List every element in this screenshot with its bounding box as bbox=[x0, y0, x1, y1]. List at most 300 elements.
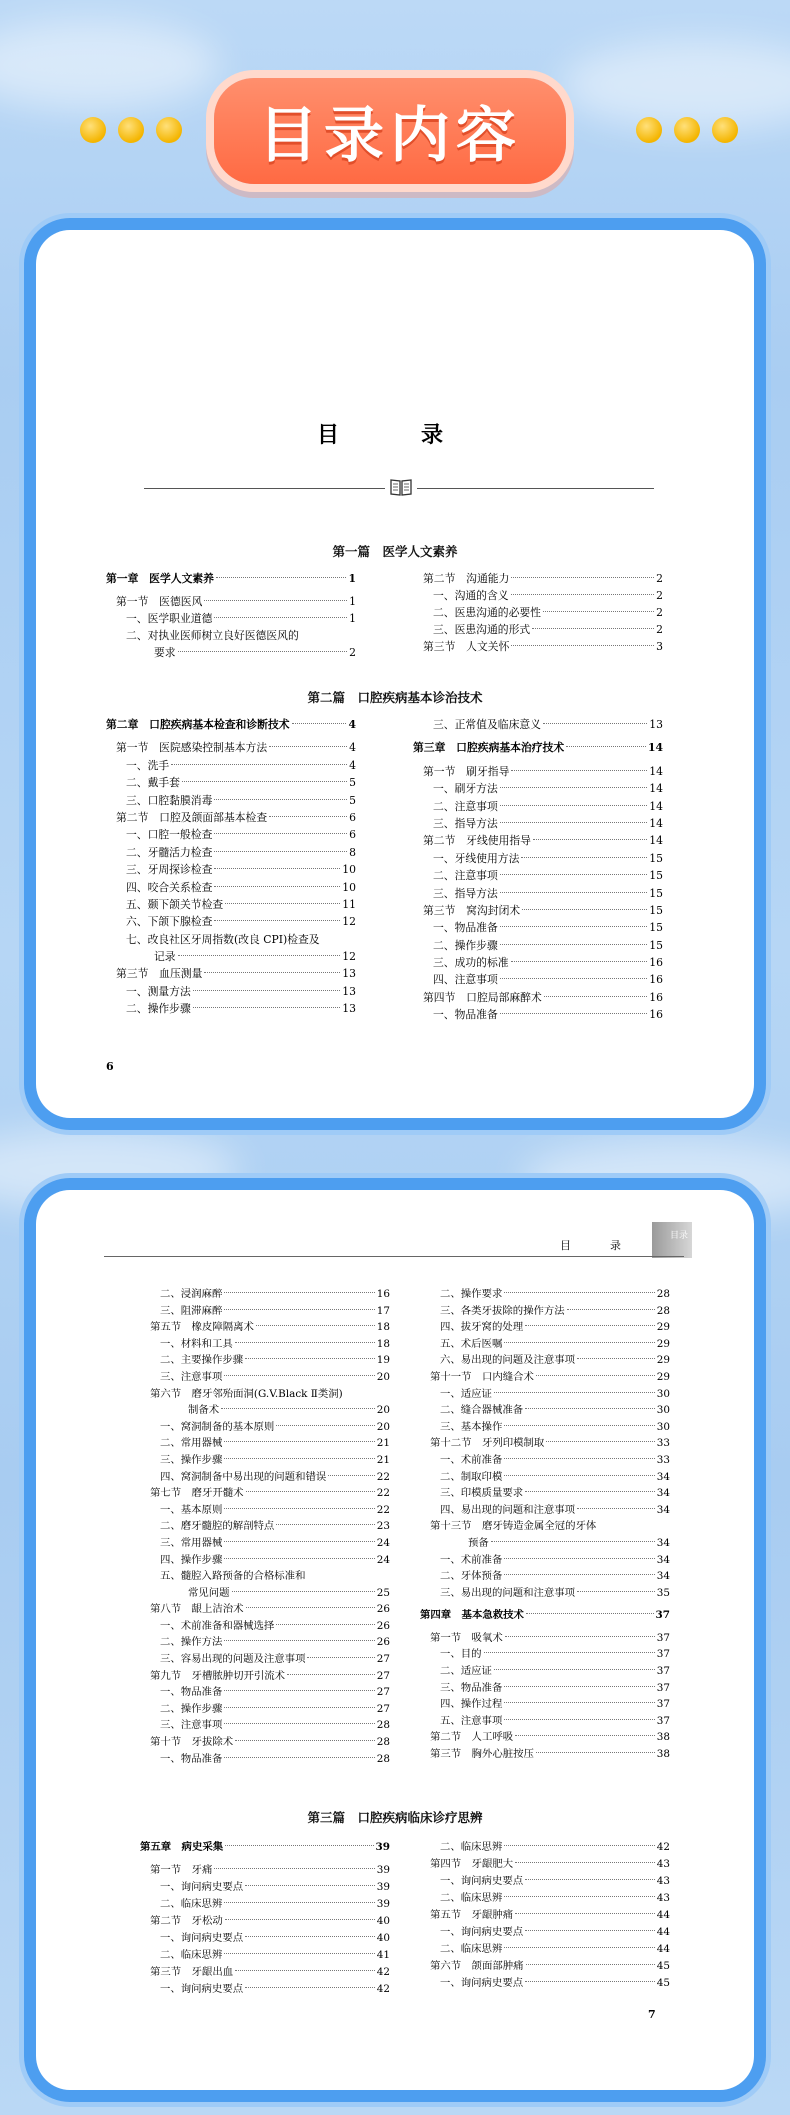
toc-entry bbox=[140, 1667, 390, 1684]
dot-leader bbox=[525, 1491, 655, 1492]
toc-entry-title: 二、注意事项 bbox=[433, 799, 498, 813]
toc-entry-title: 一、物品准备 bbox=[160, 1686, 223, 1699]
dot-leader bbox=[566, 746, 646, 747]
toc-entry-title: 一、术前准备和器械选择 bbox=[160, 1619, 275, 1632]
toc-entry bbox=[420, 1567, 670, 1584]
toc-page-number: 15 bbox=[649, 921, 663, 935]
dot-leader bbox=[500, 978, 647, 979]
dot-leader bbox=[525, 1879, 655, 1880]
toc-entry-title: 二、适应证 bbox=[440, 1665, 492, 1678]
toc-entry bbox=[420, 1745, 670, 1762]
toc-entry-title: 二、牙体预备 bbox=[440, 1570, 503, 1583]
left-dots-decoration bbox=[80, 117, 182, 143]
toc-page-number: 14 bbox=[649, 799, 663, 813]
toc-entry bbox=[413, 780, 663, 797]
toc-page-number: 15 bbox=[649, 886, 663, 900]
dot-leader bbox=[515, 1862, 655, 1863]
toc-entry-title: 四、操作过程 bbox=[440, 1698, 503, 1711]
toc-page-number: 14 bbox=[647, 741, 663, 755]
toc-column-left bbox=[106, 716, 356, 1018]
dot-leader bbox=[504, 1719, 654, 1720]
dot-leader bbox=[235, 1740, 375, 1741]
toc-page-number: 22 bbox=[376, 1503, 390, 1516]
dot-leader bbox=[287, 1674, 375, 1675]
toc-entry bbox=[106, 931, 356, 948]
toc-entry-title: 三、正常值及临床意义 bbox=[433, 718, 541, 731]
toc-entry bbox=[140, 1716, 390, 1733]
dot-leader bbox=[504, 1425, 654, 1426]
toc-heading: 目 录 bbox=[316, 422, 473, 448]
toc-entry-title: 一、目的 bbox=[440, 1648, 482, 1661]
toc-page-number: 38 bbox=[656, 1731, 670, 1744]
toc-page-number: 37 bbox=[656, 1648, 670, 1661]
toc-page-number: 13 bbox=[342, 984, 356, 998]
dot-leader bbox=[224, 1953, 374, 1954]
toc-entry bbox=[420, 1302, 670, 1319]
dot-leader bbox=[214, 868, 340, 869]
right-dots-decoration bbox=[636, 117, 738, 143]
toc-page-number: 27 bbox=[376, 1669, 390, 1682]
dot-leader bbox=[543, 611, 654, 612]
toc-entry bbox=[413, 621, 663, 638]
toc-page-number: 21 bbox=[376, 1437, 390, 1450]
toc-page-number: 39 bbox=[375, 1841, 390, 1853]
toc-page-number: 12 bbox=[342, 915, 356, 929]
toc-page-number: 2 bbox=[656, 606, 663, 619]
toc-entry bbox=[106, 757, 356, 774]
dot-leader bbox=[521, 857, 647, 858]
toc-page-number: 1 bbox=[349, 612, 356, 625]
toc-page-number: 24 bbox=[376, 1553, 390, 1566]
toc-entry bbox=[106, 879, 356, 896]
dot-leader bbox=[577, 1508, 655, 1509]
toc-page-number: 29 bbox=[656, 1354, 670, 1367]
toc-page-number: 42 bbox=[376, 1983, 390, 1995]
toc-entry bbox=[420, 1517, 670, 1534]
toc-entry-title: 一、询问病史要点 bbox=[440, 1926, 524, 1938]
dot-leader bbox=[500, 892, 647, 893]
toc-page-number: 13 bbox=[342, 967, 356, 981]
dot-leader bbox=[505, 1636, 655, 1637]
toc-page-number: 4 bbox=[348, 718, 356, 731]
dot-leader bbox=[246, 1491, 375, 1492]
toc-entry bbox=[140, 1318, 390, 1335]
toc-entry bbox=[140, 1517, 390, 1534]
toc-page-number: 33 bbox=[656, 1453, 670, 1466]
toc-entry-title: 四、易出现的问题和注意事项 bbox=[440, 1503, 576, 1516]
toc-page-number: 40 bbox=[376, 1932, 390, 1944]
toc-entry bbox=[420, 1434, 670, 1451]
toc-entry bbox=[140, 1750, 390, 1767]
toc-entry-title: 二、浸润麻醉 bbox=[160, 1288, 223, 1300]
toc-page-number: 40 bbox=[376, 1915, 390, 1927]
toc-page-number: 2 bbox=[656, 589, 663, 602]
toc-page-number: 34 bbox=[656, 1536, 670, 1549]
dot-leader bbox=[491, 1541, 655, 1542]
toc-entry-title: 三、印模质量要求 bbox=[440, 1487, 524, 1500]
dot-leader bbox=[504, 1458, 654, 1459]
toc-entry bbox=[413, 815, 663, 832]
toc-page-number: 29 bbox=[656, 1370, 670, 1383]
toc-entry-title: 三、各类牙拔除的操作方法 bbox=[440, 1304, 565, 1317]
toc-page-number: 2 bbox=[656, 572, 663, 585]
toc-entry bbox=[106, 792, 356, 809]
toc-page-number: 14 bbox=[649, 764, 663, 778]
toc-entry bbox=[413, 716, 663, 733]
toc-page-number: 42 bbox=[656, 1841, 670, 1853]
toc-entry-title: 第七节 磨牙开髓术 bbox=[150, 1487, 244, 1500]
dot-leader bbox=[221, 1408, 375, 1409]
toc-entry-title: 一、洗手 bbox=[126, 758, 170, 772]
toc-page-number: 34 bbox=[656, 1503, 670, 1516]
toc-entry bbox=[420, 1318, 670, 1335]
toc-entry bbox=[106, 610, 356, 627]
dot-leader bbox=[504, 1686, 654, 1687]
toc-page-number: 10 bbox=[342, 863, 356, 877]
dot-leader bbox=[224, 1508, 374, 1509]
dot-leader bbox=[504, 1558, 654, 1559]
toc-entry bbox=[140, 1451, 390, 1468]
toc-entry bbox=[106, 844, 356, 861]
toc-page-number: 34 bbox=[656, 1487, 670, 1500]
toc-entry bbox=[420, 1662, 670, 1679]
toc-page-number: 29 bbox=[656, 1337, 670, 1350]
dot-leader bbox=[245, 1358, 375, 1359]
toc-page-number: 8 bbox=[349, 845, 356, 859]
part-heading: 第二篇 口腔疾病基本诊治技术 bbox=[307, 690, 483, 705]
toc-page-number: 26 bbox=[376, 1636, 390, 1649]
toc-column-right bbox=[420, 1285, 670, 1762]
toc-column-right bbox=[420, 1838, 670, 1991]
toc-entry-title: 第三节 牙龈出血 bbox=[150, 1966, 234, 1978]
toc-entry bbox=[420, 1923, 670, 1940]
toc-entry-title: 一、牙线使用方法 bbox=[433, 851, 520, 865]
toc-page-number: 43 bbox=[656, 1858, 670, 1870]
toc-entry bbox=[106, 965, 356, 982]
toc-entry bbox=[413, 570, 663, 587]
toc-entry bbox=[140, 1567, 390, 1584]
toc-chapter-entry bbox=[140, 1838, 390, 1855]
toc-page-number: 5 bbox=[349, 776, 356, 790]
toc-page-number: 24 bbox=[376, 1536, 390, 1549]
toc-entry-title: 第五节 牙龈肿痛 bbox=[430, 1909, 514, 1921]
toc-entry bbox=[413, 971, 663, 988]
toc-entry-title: 二、磨牙髓腔的解剖特点 bbox=[160, 1520, 275, 1533]
running-title: 目 录 bbox=[560, 1239, 635, 1252]
toc-entry-title: 四、操作步骤 bbox=[160, 1553, 223, 1566]
toc-entry bbox=[140, 1551, 390, 1568]
toc-page-number: 37 bbox=[656, 1714, 670, 1727]
dot-leader bbox=[525, 1981, 655, 1982]
toc-page-number: 41 bbox=[376, 1949, 390, 1961]
running-head-rule bbox=[104, 1256, 684, 1257]
toc-entry-title: 第三章 口腔疾病基本治疗技术 bbox=[413, 741, 565, 755]
page-header bbox=[0, 0, 790, 215]
toc-page-number: 20 bbox=[376, 1370, 390, 1383]
toc-entry-title: 二、常用器械 bbox=[160, 1437, 223, 1450]
toc-entry bbox=[140, 1434, 390, 1451]
toc-entry-title: 第三节 窝沟封闭术 bbox=[423, 903, 521, 917]
toc-entry-title: 一、口腔一般检查 bbox=[126, 828, 213, 842]
dot-leader bbox=[182, 781, 347, 782]
toc-entry bbox=[106, 826, 356, 843]
dot-icon bbox=[118, 117, 144, 143]
dot-leader bbox=[178, 955, 341, 956]
toc-entry-title: 第四节 口腔局部麻醉术 bbox=[423, 990, 542, 1004]
toc-entry-title: 第一章 医学人文素养 bbox=[106, 572, 214, 585]
toc-entry bbox=[140, 1733, 390, 1750]
toc-entry bbox=[420, 1889, 670, 1906]
dot-leader bbox=[292, 723, 347, 724]
toc-page-number: 18 bbox=[376, 1337, 390, 1350]
toc-page-number: 37 bbox=[656, 1665, 670, 1678]
part-heading: 第三篇 口腔疾病临床诊疗思辨 bbox=[307, 1810, 483, 1825]
toc-page-number: 16 bbox=[649, 1008, 663, 1022]
toc-entry-title: 一、术前准备 bbox=[440, 1453, 503, 1466]
toc-page-number: 37 bbox=[656, 1681, 670, 1694]
toc-entry bbox=[106, 739, 356, 756]
page-number: 7 bbox=[648, 2008, 656, 2021]
toc-entry-title: 第二节 沟通能力 bbox=[423, 572, 510, 585]
dot-leader bbox=[224, 1292, 374, 1293]
toc-entry bbox=[420, 1629, 670, 1646]
dot-leader bbox=[224, 1541, 374, 1542]
toc-page-number: 27 bbox=[376, 1653, 390, 1666]
dot-leader bbox=[224, 1757, 374, 1758]
toc-entry-title: 六、下颌下腺检查 bbox=[126, 915, 213, 929]
dot-leader bbox=[511, 594, 655, 595]
toc-entry-title: 第四章 基本急救技术 bbox=[420, 1609, 524, 1622]
toc-entry-title: 二、医患沟通的必要性 bbox=[433, 606, 541, 619]
toc-page-number: 15 bbox=[649, 903, 663, 917]
dot-leader bbox=[543, 723, 647, 724]
dot-leader bbox=[224, 1902, 374, 1903]
toc-page-number: 15 bbox=[649, 938, 663, 952]
toc-entry-title: 五、术后医嘱 bbox=[440, 1337, 503, 1350]
dot-leader bbox=[224, 1640, 374, 1641]
toc-page-number: 27 bbox=[376, 1686, 390, 1699]
toc-entry bbox=[140, 1600, 390, 1617]
dot-leader bbox=[532, 628, 654, 629]
dot-leader bbox=[504, 1947, 654, 1948]
toc-page-number: 34 bbox=[656, 1470, 670, 1483]
dot-icon bbox=[674, 117, 700, 143]
toc-entry-title: 三、口腔黏膜消毒 bbox=[126, 793, 213, 807]
toc-entry-title: 一、医学职业道德 bbox=[126, 612, 213, 625]
page-number: 6 bbox=[106, 1060, 114, 1073]
dot-icon bbox=[80, 117, 106, 143]
toc-entry bbox=[420, 1335, 670, 1352]
dot-leader bbox=[504, 1475, 654, 1476]
toc-entry-title: 一、询问病史要点 bbox=[160, 1881, 244, 1893]
page-title: 目录内容 bbox=[258, 101, 522, 171]
toc-entry-title: 第五节 橡皮障隔离术 bbox=[150, 1321, 254, 1334]
toc-entry-title: 二、临床思辨 bbox=[160, 1898, 223, 1910]
dot-leader bbox=[533, 839, 647, 840]
toc-column-right bbox=[413, 570, 663, 655]
dot-leader bbox=[500, 926, 647, 927]
dot-leader bbox=[204, 972, 340, 973]
toc-entry-title: 五、髓腔入路预备的合格标准和 bbox=[160, 1570, 306, 1583]
toc-entry-title: 第二章 口腔疾病基本检查和诊断技术 bbox=[106, 718, 290, 731]
toc-entry-title: 二、临床思辨 bbox=[160, 1949, 223, 1961]
toc-page-number: 39 bbox=[376, 1881, 390, 1893]
toc-column-left bbox=[140, 1838, 390, 1997]
dot-leader bbox=[214, 851, 347, 852]
dot-icon bbox=[636, 117, 662, 143]
toc-entry-title: 一、基本原则 bbox=[160, 1503, 223, 1516]
toc-page-number: 27 bbox=[376, 1702, 390, 1715]
toc-entry bbox=[140, 1946, 390, 1963]
toc-page-number: 16 bbox=[376, 1288, 390, 1300]
toc-entry-title: 第二节 牙线使用指导 bbox=[423, 834, 531, 848]
toc-chapter-entry bbox=[106, 716, 356, 733]
toc-page-number: 20 bbox=[376, 1404, 390, 1417]
dot-leader bbox=[224, 1723, 374, 1724]
toc-entry-title: 第四节 牙龈肥大 bbox=[430, 1858, 514, 1870]
toc-entry bbox=[140, 1401, 390, 1418]
toc-page-number: 14 bbox=[649, 834, 663, 848]
toc-entry bbox=[420, 1484, 670, 1501]
dot-leader bbox=[224, 1707, 374, 1708]
toc-entry bbox=[140, 1468, 390, 1485]
toc-page-number: 33 bbox=[656, 1437, 670, 1450]
toc-page-number: 10 bbox=[342, 880, 356, 894]
toc-entry bbox=[420, 1584, 670, 1601]
toc-entry-title: 一、材料和工具 bbox=[160, 1337, 233, 1350]
toc-entry bbox=[413, 902, 663, 919]
toc-entry-title: 制备术 bbox=[188, 1404, 220, 1417]
toc-entry-title: 第二节 人工呼吸 bbox=[430, 1731, 514, 1744]
toc-entry bbox=[140, 1501, 390, 1518]
dot-leader bbox=[269, 816, 347, 817]
toc-chapter-entry bbox=[413, 739, 663, 756]
toc-page-number: 15 bbox=[649, 869, 663, 883]
toc-entry bbox=[140, 1617, 390, 1634]
toc-page-number: 39 bbox=[376, 1864, 390, 1876]
toc-entry-title: 四、拔牙窝的处理 bbox=[440, 1321, 524, 1334]
toc-entry-title: 第一节 刷牙指导 bbox=[423, 764, 510, 778]
toc-entry bbox=[420, 1645, 670, 1662]
toc-page-number: 37 bbox=[655, 1609, 670, 1622]
toc-entry-title: 三、指导方法 bbox=[433, 886, 498, 900]
dot-leader bbox=[544, 996, 647, 997]
toc-entry bbox=[140, 1963, 390, 1980]
toc-entry bbox=[140, 1980, 390, 1997]
dot-leader bbox=[225, 903, 340, 904]
dot-leader bbox=[525, 1325, 655, 1326]
dot-leader bbox=[504, 1845, 654, 1846]
toc-entry-title: 二、操作方法 bbox=[160, 1636, 223, 1649]
toc-entry bbox=[420, 1940, 670, 1957]
toc-entry-title: 三、阻滞麻醉 bbox=[160, 1304, 223, 1317]
dot-leader bbox=[536, 1752, 655, 1753]
toc-page-number: 30 bbox=[656, 1420, 670, 1433]
toc-page-number: 4 bbox=[349, 741, 356, 755]
toc-entry bbox=[106, 861, 356, 878]
toc-entry bbox=[420, 1838, 670, 1855]
toc-entry-title: 预备 bbox=[468, 1536, 489, 1549]
toc-entry bbox=[413, 1006, 663, 1023]
dot-leader bbox=[536, 1375, 655, 1376]
dot-leader bbox=[214, 799, 347, 800]
toc-entry bbox=[140, 1878, 390, 1895]
toc-entry bbox=[420, 1385, 670, 1402]
dot-leader bbox=[567, 1309, 655, 1310]
toc-entry-title: 一、物品准备 bbox=[433, 1008, 498, 1022]
toc-entry-title: 二、主要操作步骤 bbox=[160, 1354, 244, 1367]
toc-page-number: 30 bbox=[656, 1404, 670, 1417]
toc-entry-title: 第十节 牙拔除术 bbox=[150, 1736, 234, 1749]
dot-leader bbox=[515, 1735, 655, 1736]
toc-entry bbox=[420, 1451, 670, 1468]
toc-page-number: 43 bbox=[656, 1875, 670, 1887]
dot-leader bbox=[500, 805, 647, 806]
toc-page-number: 16 bbox=[649, 973, 663, 987]
toc-entry-title: 五、注意事项 bbox=[440, 1714, 503, 1727]
toc-entry bbox=[106, 983, 356, 1000]
toc-entry bbox=[140, 1895, 390, 1912]
toc-page-number: 19 bbox=[376, 1354, 390, 1367]
toc-entry-title: 记录 bbox=[154, 950, 176, 964]
toc-entry-title: 五、颞下颌关节检查 bbox=[126, 897, 224, 911]
toc-entry bbox=[420, 1712, 670, 1729]
toc-entry bbox=[140, 1368, 390, 1385]
toc-column-right bbox=[413, 716, 663, 1024]
toc-entry bbox=[413, 850, 663, 867]
toc-page-number: 44 bbox=[656, 1909, 670, 1921]
toc-entry bbox=[420, 1695, 670, 1712]
toc-entry-title: 第五章 病史采集 bbox=[140, 1841, 224, 1853]
toc-entry bbox=[140, 1584, 390, 1601]
toc-page-number: 28 bbox=[376, 1736, 390, 1749]
toc-chapter-entry bbox=[420, 1606, 670, 1623]
dot-leader bbox=[525, 1930, 655, 1931]
dot-leader bbox=[235, 1342, 375, 1343]
toc-entry bbox=[413, 937, 663, 954]
dot-leader bbox=[171, 764, 347, 765]
toc-entry-title: 一、询问病史要点 bbox=[440, 1875, 524, 1887]
dot-leader bbox=[214, 920, 340, 921]
dot-leader bbox=[500, 822, 647, 823]
dot-icon bbox=[156, 117, 182, 143]
toc-entry-title: 一、刷牙方法 bbox=[433, 782, 498, 796]
toc-page-number: 3 bbox=[656, 640, 663, 653]
toc-page-number: 34 bbox=[656, 1570, 670, 1583]
toc-entry-title: 第三节 胸外心脏按压 bbox=[430, 1748, 534, 1761]
toc-page-number: 14 bbox=[649, 782, 663, 796]
toc-page-number: 28 bbox=[656, 1304, 670, 1317]
dot-leader bbox=[216, 577, 347, 578]
toc-entry-title: 一、术前准备 bbox=[440, 1553, 503, 1566]
toc-entry bbox=[413, 989, 663, 1006]
toc-page-number: 16 bbox=[649, 990, 663, 1004]
toc-page-1-card bbox=[36, 230, 754, 1118]
toc-entry bbox=[413, 919, 663, 936]
toc-page-number: 29 bbox=[656, 1321, 670, 1334]
toc-entry bbox=[413, 604, 663, 621]
toc-entry bbox=[140, 1418, 390, 1435]
dot-leader bbox=[224, 1690, 374, 1691]
toc-page-number: 1 bbox=[349, 595, 356, 608]
toc-entry bbox=[106, 913, 356, 930]
dot-leader bbox=[214, 886, 340, 887]
toc-page-number: 26 bbox=[376, 1603, 390, 1616]
toc-page-number: 38 bbox=[656, 1748, 670, 1761]
toc-page-number: 43 bbox=[656, 1892, 670, 1904]
dot-leader bbox=[525, 1408, 655, 1409]
dot-leader bbox=[245, 1987, 375, 1988]
